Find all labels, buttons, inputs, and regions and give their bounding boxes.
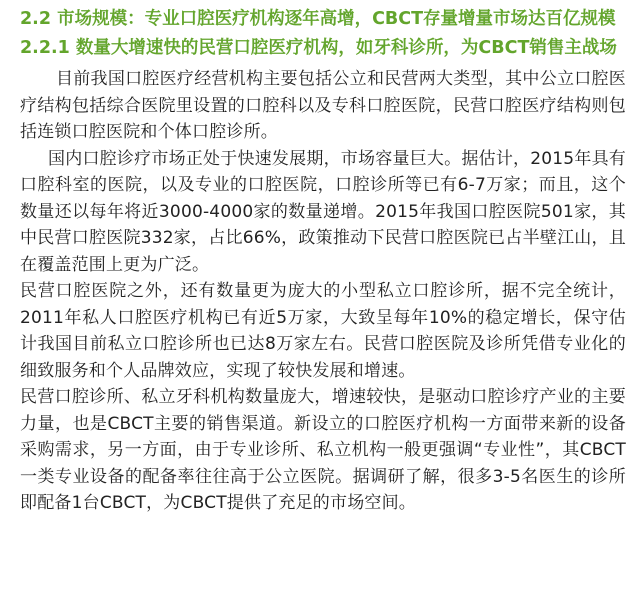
- paragraph-2: 国内口腔诊疗市场正处于快速发展期，市场容量巨大。据估计，2015年具有口腔科室的医院，以及专业的口腔医院，口腔诊所等已有6-7万家；而且，这个数量还以每年将近3000-4000家的数量递增。2015年我国口腔医院501家，其中民营口腔医院332家，占比66%，政策推动下民营口腔医院已占半壁江山，且在覆盖范围上更为广泛。: [20, 148, 626, 275]
- paragraph-3: 民营口腔医院之外，还有数量更为庞大的小型私立口腔诊所，据不完全统计，2011年私人口腔医疗机构已有近5万家，大致呈每年10%的稳定增长，保守估计我国目前私立口腔诊所也已达8万家左右。民营口腔医院及诊所凭借专业化的细致服务和个人品牌效应，实现了较快发展和增速。: [20, 281, 626, 381]
- paragraph-4: 民营口腔诊所、私立牙科机构数量庞大，增速较快，是驱动口腔诊疗产业的主要力量，也是CBCT主要的销售渠道。新设立的口腔医疗机构一方面带来新的设备采购需求，另一方面，由于专业诊所、私立机构一般更强调“专业性”，其CBCT一类专业设备的配备率往往高于公立医院。据调研了解，很多3-5名医生的诊所即配备1台CBCT，为CBCT提供了充足的市场空间。: [20, 387, 626, 513]
- section-heading-2-2-1: 2.2.1 数量大增速快的民营口腔医疗机构，如牙科诊所，为CBCT销售主战场: [20, 38, 617, 58]
- paragraph-1: 目前我国口腔医疗经营机构主要包括公立和民营两大类型，其中公立口腔医疗结构包括综合医院里设置的口腔科以及专科口腔医院，民营口腔医疗结构则包括连锁口腔医院和个体口腔诊所。: [20, 69, 626, 142]
- section-heading-2-2: 2.2 市场规模：专业口腔医疗机构逐年高增，CBCT存量增量市场达百亿规模: [20, 9, 616, 29]
